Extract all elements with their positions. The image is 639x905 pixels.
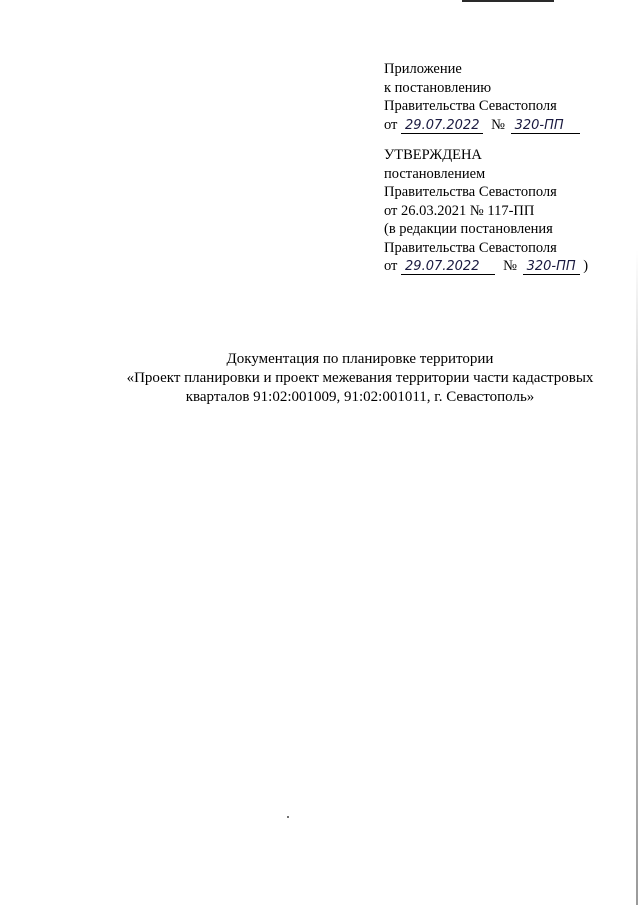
approved-original-decree: от 26.03.2021 № 117-ПП	[384, 202, 535, 219]
appendix-date-handwritten: 29.07.2022	[401, 118, 483, 134]
appendix-from-label: от	[384, 116, 398, 133]
scan-artifact-top	[462, 0, 554, 2]
approved-number-handwritten: 320-ПП	[523, 259, 580, 275]
scan-artifact-right-edge	[636, 250, 638, 905]
approved-government: Правительства Севастополя	[384, 184, 557, 200]
approved-date-number-line	[384, 257, 588, 276]
appendix-government: Правительства Севастополя	[384, 98, 557, 114]
approved-stamp-block	[384, 146, 588, 276]
title-line-1: Документация по планировке территории	[226, 351, 494, 367]
approved-heading: УТВЕРЖДЕНА	[384, 147, 482, 163]
appendix-label: Приложение	[384, 61, 462, 77]
approved-from-label: от	[384, 258, 398, 274]
appendix-number-sign: №	[491, 116, 505, 133]
approved-closing-paren: )	[583, 258, 589, 274]
title-line-3: кварталов 91:02:001009, 91:02:001011, г. Севастополь»	[185, 389, 535, 405]
title-line-2: «Проект планировки и проект межевания территории части кадастровых	[126, 370, 594, 386]
appendix-to-decree: к постановлению	[384, 79, 492, 96]
approved-number-sign: №	[503, 258, 517, 274]
approved-revision-note: (в редакции постановления	[384, 221, 553, 237]
approved-by-decree: постановлением	[384, 165, 486, 182]
appendix-header	[384, 60, 580, 134]
scan-artifact-dot	[287, 816, 289, 818]
document-title	[60, 350, 639, 407]
appendix-date-number-line	[384, 116, 580, 135]
approved-date-handwritten: 29.07.2022	[401, 259, 495, 275]
approved-revision-government: Правительства Севастополя	[384, 239, 557, 256]
appendix-number-handwritten: 320-ПП	[511, 118, 580, 134]
